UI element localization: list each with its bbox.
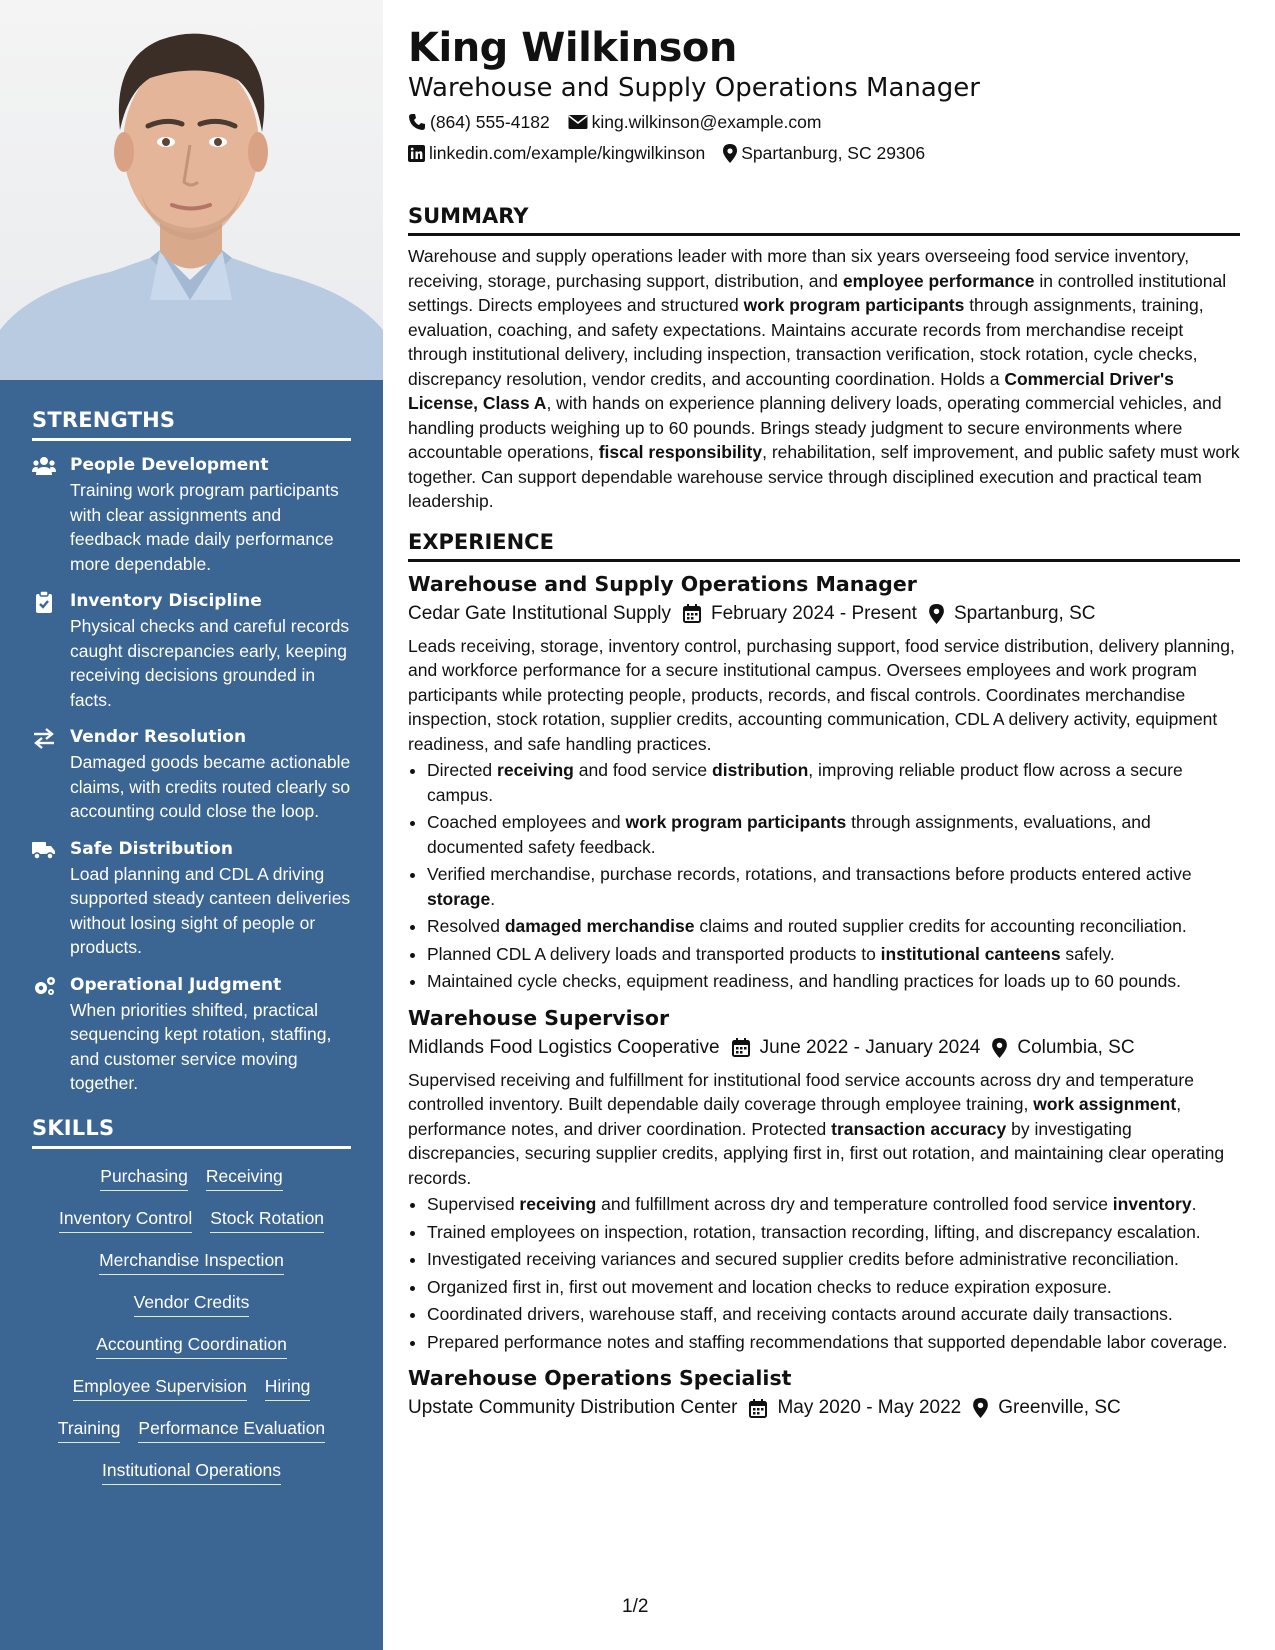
map-pin-icon — [973, 1398, 988, 1418]
people-group-icon — [32, 455, 56, 477]
job-bullet: • Directed receiving and food service distribution, improving reliable product flow across a secure campus. — [427, 758, 1240, 807]
skill-tag: Merchandise Inspection — [99, 1249, 284, 1275]
skill-row — [32, 1459, 351, 1485]
bold-keyword: inventory — [1112, 1194, 1192, 1214]
job-entry — [408, 1004, 1240, 1355]
phone-text: (864) 555-4182 — [430, 112, 550, 132]
map-pin-icon — [723, 144, 737, 163]
strengths-list — [32, 453, 351, 1096]
strength-name: People Development — [70, 455, 269, 475]
truck-icon — [32, 839, 56, 861]
bold-keyword: fiscal responsibility — [598, 442, 763, 462]
job-title: Warehouse Operations Specialist — [408, 1366, 792, 1390]
location-text: Spartanburg, SC 29306 — [741, 143, 926, 163]
job-company: Upstate Community Distribution Center — [408, 1397, 738, 1418]
strengths-heading: STRENGTHS — [32, 408, 176, 432]
job-entry — [408, 1364, 1240, 1422]
bold-keyword: institutional canteens — [880, 943, 1061, 964]
bold-keyword: work assignment — [1033, 1094, 1177, 1114]
skill-tag: Hiring — [265, 1375, 311, 1401]
job-title: Warehouse Supervisor — [408, 1005, 670, 1030]
job-entry — [408, 570, 1240, 994]
skill-row — [32, 1291, 351, 1317]
contact-row — [408, 110, 1240, 134]
skills-heading: SKILLS — [32, 1115, 115, 1140]
map-pin-icon — [992, 1038, 1007, 1058]
skill-tag: Stock Rotation — [210, 1207, 324, 1233]
summary-section — [408, 203, 1240, 514]
page-number: 1/2 — [622, 1596, 649, 1617]
job-bullet: • Verified merchandise, purchase records, rotations, and transactions before products entered active storage. — [427, 862, 1240, 911]
bold-keyword: work program participants — [625, 812, 847, 832]
main-content — [408, 22, 1240, 1428]
skill-row — [32, 1333, 351, 1359]
job-bullet: • Coached employees and work program participants through assignments, evaluations, and documented safety feedback. — [427, 810, 1240, 859]
strength-item — [32, 725, 351, 824]
strength-item — [32, 589, 351, 712]
skill-tag: Employee Supervision — [73, 1375, 247, 1401]
job-location: Spartanburg, SC — [953, 602, 1096, 624]
strength-description: Training work program participants with clear assignments and feedback made daily performance more dependable. — [70, 480, 339, 574]
email-link[interactable]: king.wilkinson@example.com — [591, 112, 822, 132]
job-location: Columbia, SC — [1017, 1036, 1135, 1058]
job-location: Greenville, SC — [998, 1397, 1121, 1418]
calendar-icon — [732, 1038, 750, 1057]
skill-row — [32, 1417, 351, 1443]
bold-keyword: storage — [427, 888, 491, 909]
job-bullets — [408, 758, 1240, 994]
candidate-headline: Warehouse and Supply Operations Manager — [408, 73, 980, 103]
job-bullet: • Prepared performance notes and staffing recommendations that supported dependable labor coverage. — [427, 1330, 1240, 1355]
job-bullet: • Coordinated drivers, warehouse staff, and receiving contacts around accurate daily transactions. — [427, 1302, 1240, 1327]
experience-section — [408, 529, 1240, 1423]
bold-keyword: transaction accuracy — [831, 1118, 1007, 1139]
job-dates: February 2024 - Present — [711, 602, 917, 624]
job-bullet: • Investigated receiving variances and secured supplier credits before administrative reconciliation. — [427, 1247, 1240, 1272]
skill-tag: Inventory Control — [59, 1207, 192, 1233]
experience-heading: EXPERIENCE — [408, 529, 554, 554]
strength-description: Damaged goods became actionable claims, with credits routed clearly so accounting could close the loop. — [70, 752, 351, 821]
envelope-icon — [568, 114, 588, 130]
job-bullet: • Supervised receiving and fulfillment across dry and temperature controlled food service inventory. — [427, 1192, 1240, 1217]
linkedin-icon — [408, 145, 425, 162]
skill-row — [32, 1375, 351, 1401]
skill-tag: Vendor Credits — [134, 1291, 250, 1317]
job-description: Supervised receiving and fulfillment for institutional food service accounts across dry and temperature controlled inventory. Built dependable daily coverage through employee training, work assignment, performance notes, and driver coordination. Protected transaction accuracy by investigating discrepancies, securing supplier credits, applying first in, first out rotation, and maintaining clear operating records. — [408, 1069, 1225, 1188]
job-bullet: • Maintained cycle checks, equipment readiness, and handling practices for loads up to 60 pounds. — [427, 969, 1240, 994]
job-bullet: • Organized first in, first out movement and location checks to reduce expiration exposure. — [427, 1275, 1240, 1300]
summary-divider — [408, 233, 1240, 236]
job-bullet: • Trained employees on inspection, rotation, transaction recording, lifting, and discrepancy escalation. — [427, 1220, 1240, 1245]
linkedin-link[interactable]: linkedin.com/example/kingwilkinson — [429, 143, 706, 163]
strength-name: Operational Judgment — [70, 974, 282, 995]
strengths-divider — [32, 438, 351, 441]
summary-heading: SUMMARY — [408, 204, 529, 228]
skill-tag: Accounting Coordination — [96, 1333, 287, 1359]
job-bullet: • Resolved damaged merchandise claims and routed supplier credits for accounting reconciliation. — [427, 914, 1240, 939]
skills-divider — [32, 1146, 351, 1149]
strength-description: Load planning and CDL A driving supported steady canteen deliveries without losing sight of people or products. — [70, 863, 351, 957]
skill-tag: Training — [58, 1417, 121, 1443]
bold-keyword: Commercial Driver's License, Class A — [408, 368, 1174, 413]
job-dates: May 2020 - May 2022 — [777, 1397, 962, 1418]
experience-divider — [408, 559, 1240, 562]
calendar-icon — [749, 1399, 767, 1418]
job-bullet: • Planned CDL A delivery loads and transported products to institutional canteens safely. — [427, 942, 1240, 967]
exchange-arrows-icon — [32, 727, 56, 749]
strength-name: Vendor Resolution — [70, 727, 247, 747]
bold-keyword: damaged merchandise — [504, 916, 695, 936]
candidate-name: King Wilkinson — [408, 25, 737, 71]
job-title: Warehouse and Supply Operations Manager — [408, 571, 917, 596]
strength-item — [32, 453, 351, 576]
calendar-icon — [683, 604, 701, 623]
gears-icon — [32, 975, 56, 997]
clipboard-check-icon — [32, 591, 56, 613]
skill-tag: Receiving — [206, 1165, 283, 1191]
strength-name: Safe Distribution — [70, 838, 233, 859]
contact-linkedin[interactable] — [408, 141, 705, 165]
job-dates: June 2022 - January 2024 — [759, 1036, 981, 1058]
job-meta — [408, 1034, 1240, 1062]
bold-keyword: distribution — [712, 760, 809, 780]
jobs-list — [408, 570, 1240, 1423]
skill-tag: Institutional Operations — [102, 1459, 281, 1485]
bold-keyword: receiving — [497, 760, 574, 780]
strength-item — [32, 837, 351, 960]
job-company: Midlands Food Logistics Cooperative — [408, 1036, 720, 1058]
skill-tag: Purchasing — [100, 1165, 188, 1191]
job-company: Cedar Gate Institutional Supply — [408, 602, 671, 624]
summary-text: Warehouse and supply operations leader with more than six years overseeing food service inventory, receiving, storage, purchasing support, distribution, and employee performance in controlled institutional settings. Directs employees and structured work program participants through assignments, training, evaluation, coaching, and safety expectations. Maintains accurate records from merchandise receipt through institutional delivery, including inspection, transaction verification, stock rotation, cycle checks, discrepancy resolution, vendor credits, and accounting coordination. Holds a Commercial Driver's License, Class A, with hands on experience planning delivery loads, operating commercial vehicles, and handling products weighing up to 60 pounds. Brings steady judgment to secure environments where accountable operations, fiscal responsibility, rehabilitation, self improvement, and public safety must work together. Can support dependable warehouse service through disciplined execution and practical team leadership. — [408, 246, 1240, 511]
strength-description: Physical checks and careful records caught discrepancies early, keeping receiving decisions grounded in facts. — [70, 616, 350, 710]
strength-description: When priorities shifted, practical sequencing kept rotation, staffing, and customer service moving together. — [70, 999, 332, 1093]
contact-email[interactable] — [568, 110, 822, 134]
sidebar — [0, 0, 383, 1650]
strength-name: Inventory Discipline — [70, 591, 262, 611]
job-meta — [408, 600, 1240, 628]
job-bullets — [408, 1192, 1240, 1354]
portrait-image — [0, 0, 383, 380]
skill-tag: Performance Evaluation — [138, 1417, 325, 1443]
bold-keyword: work program participants — [743, 295, 965, 315]
contact-row — [408, 141, 1240, 165]
skill-row — [32, 1165, 351, 1191]
job-description: Leads receiving, storage, inventory control, purchasing support, food service distribution, delivery planning, and workforce performance for a secure institutional campus. Oversees employees and work program participants while protecting people, products, records, and fiscal controls. Coordinates merchandise inspection, stock rotation, supplier credits, accounting communication, CDL A delivery activity, equipment readiness, and safe handling practices. — [408, 635, 1235, 754]
skills-list — [32, 1165, 351, 1485]
bold-keyword: employee performance — [842, 270, 1035, 291]
map-pin-icon — [929, 604, 944, 624]
contact-phone — [408, 110, 550, 134]
profile-photo — [0, 0, 383, 380]
skill-row — [32, 1249, 351, 1275]
skill-row — [32, 1207, 351, 1233]
contact-location — [723, 141, 925, 165]
strength-item — [32, 973, 351, 1096]
bold-keyword: receiving — [519, 1194, 597, 1214]
phone-icon — [408, 113, 426, 131]
job-meta — [408, 1394, 1240, 1422]
